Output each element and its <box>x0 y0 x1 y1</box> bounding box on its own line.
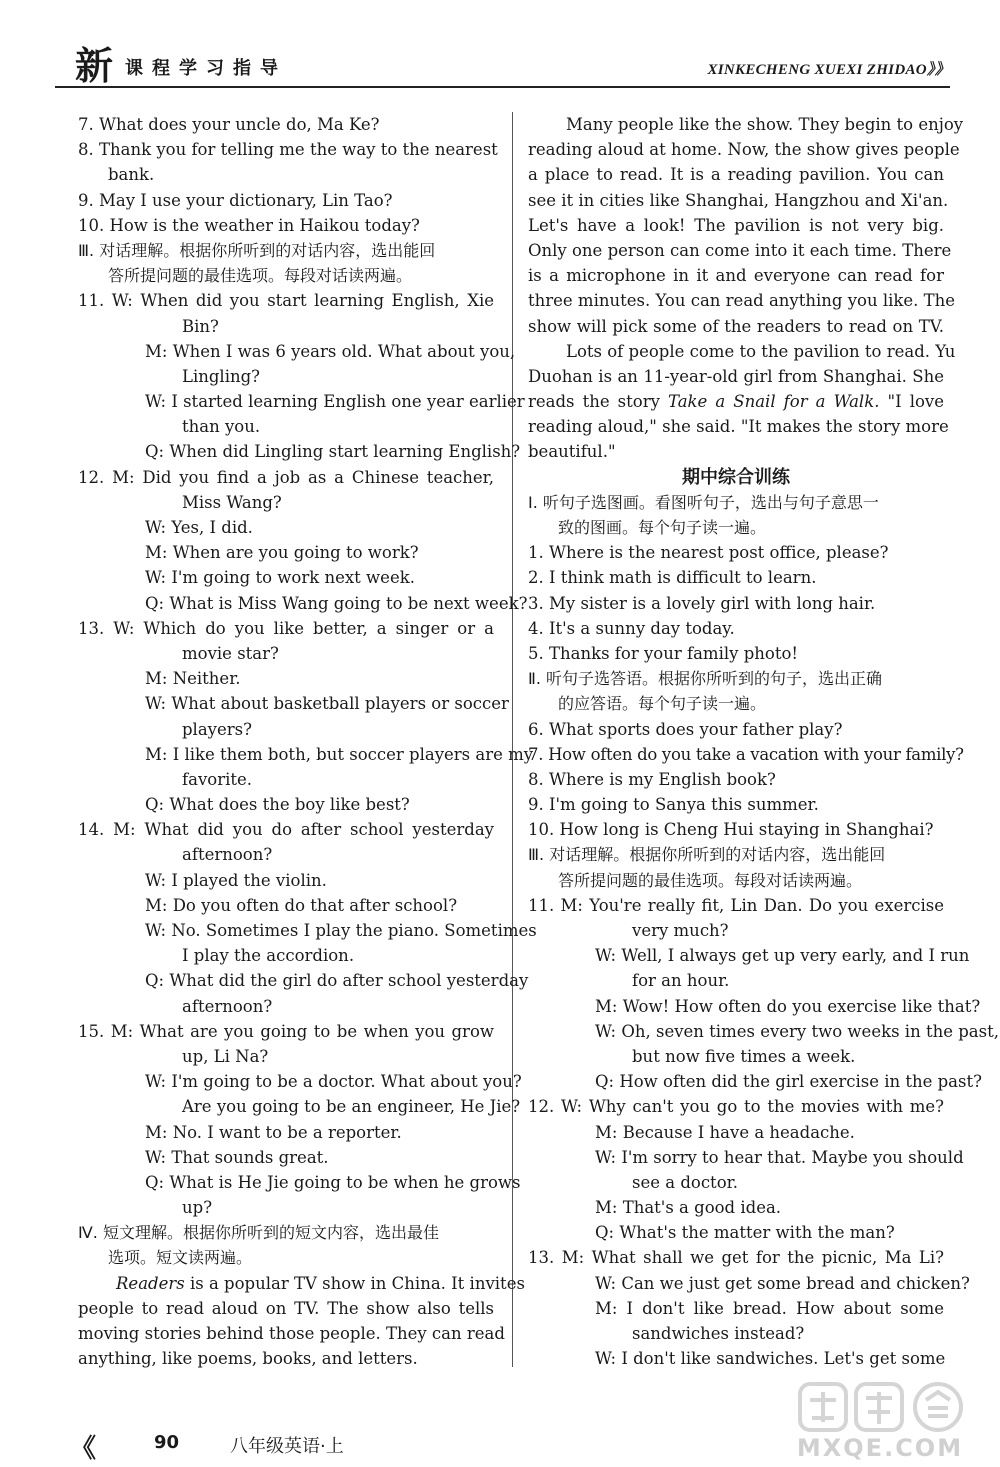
dialogue-line: afternoon? <box>182 996 273 1016</box>
dialogue-line: W: Can we just get some bread and chicken? <box>595 1273 970 1293</box>
dialogue-line: W: I'm going to be a doctor. What about you? <box>145 1072 522 1092</box>
dialogue-line: 11. M: You're really fit, Lin Dan. Do you exercise <box>528 895 944 915</box>
header-pinyin: XINKECHENG XUEXI ZHIDAO》》 <box>707 62 950 78</box>
dialogue-line: M: Wow! How often do you exercise like that? <box>595 996 981 1016</box>
dialogue-line: W: I played the violin. <box>145 870 327 890</box>
passage-line: see it in cities like Shanghai, Hangzhou and Xi'an. <box>528 190 949 210</box>
story-title: Take a Snail for a Walk. <box>668 392 880 412</box>
dialogue-line: W: Well, I always get up very early, and I run <box>595 946 970 966</box>
text-line: bank. <box>108 165 155 185</box>
section-title: 期中综合训练 <box>682 466 790 488</box>
dialogue-line: Are you going to be an engineer, He Jie? <box>182 1097 521 1117</box>
dialogue-line: Q: How often did the girl exercise in the past? <box>595 1072 982 1092</box>
watermark-logo-icon <box>780 1378 980 1438</box>
double-chevron-left-icon: 《 <box>70 1434 97 1464</box>
section-heading: 答所提问题的最佳选项。每段对话读两遍。 <box>558 870 863 890</box>
passage-line: Many people like the show. They begin to enjoy <box>566 115 964 134</box>
section-heading: Ⅲ. 对话理解。根据你所听到的对话内容，选出能回 <box>78 240 436 260</box>
passage-line: anything, like poems, books, and letters. <box>78 1349 418 1369</box>
dialogue-line: afternoon? <box>182 845 273 865</box>
text-line: 6. What sports does your father play? <box>528 719 843 739</box>
header-rule <box>55 86 950 88</box>
dialogue-line: but now five times a week. <box>632 1046 856 1066</box>
passage-line: reading aloud at home. Now, the show gives people <box>528 140 960 160</box>
text-line: 10. How is the weather in Haikou today? <box>78 215 420 235</box>
watermark-text: MXQE.COM <box>796 1434 964 1462</box>
dialogue-line: M: Do you often do that after school? <box>145 895 458 915</box>
text-line: 8. Where is my English book? <box>528 769 776 789</box>
page-number: 90 <box>154 1432 180 1453</box>
book-title: 八年级英语·上 <box>230 1436 344 1457</box>
passage-line: three minutes. You can read anything you like. The <box>528 291 956 311</box>
passage-line: moving stories behind those people. They can read <box>78 1324 505 1343</box>
dialogue-line: Miss Wang? <box>182 492 282 512</box>
dialogue-line: M: That's a good idea. <box>595 1198 782 1218</box>
passage-line: Duohan is an 11-year-old girl from Shanghai. She <box>528 366 944 386</box>
dialogue-line: up, Li Na? <box>182 1046 269 1066</box>
dialogue-line: Lingling? <box>182 366 261 386</box>
dialogue-line: 15. M: What are you going to be when you grow <box>78 1021 494 1041</box>
dialogue-line: M: I don't like bread. How about some <box>595 1298 944 1318</box>
page-header <box>55 46 950 86</box>
dialogue-line: W: No. Sometimes I play the piano. Sometimes <box>145 921 537 940</box>
text-line: 7. How often do you take a vacation with your family? <box>528 744 964 764</box>
dialogue-line: Q: What did the girl do after school yesterday <box>145 971 529 991</box>
dialogue-line: M: When are you going to work? <box>145 543 419 563</box>
passage-line: Readers is a popular TV show in China. It invites <box>116 1273 525 1293</box>
text-line: 9. I'm going to Sanya this summer. <box>528 795 819 815</box>
passage-line: people to read aloud on TV. The show also tells <box>78 1298 494 1318</box>
text-line: 2. I think math is difficult to learn. <box>528 568 817 588</box>
section-heading: Ⅱ. 听句子选答语。根据你所听到的句子，选出正确 <box>528 669 883 689</box>
dialogue-line: W: I don't like sandwiches. Let's get some <box>595 1349 946 1369</box>
dialogue-line: W: What about basketball players or soccer <box>145 694 509 714</box>
section-heading: Ⅰ. 听句子选图画。看图听句子，选出与句子意思一 <box>528 492 879 512</box>
dialogue-line: W: That sounds great. <box>145 1147 329 1167</box>
text-line: 8. Thank you for telling me the way to the nearest <box>78 140 498 160</box>
dialogue-line: M: Because I have a headache. <box>595 1122 855 1142</box>
dialogue-line: players? <box>182 719 252 739</box>
dialogue-line: favorite. <box>182 769 253 789</box>
section-heading: 答所提问题的最佳选项。每段对话读两遍。 <box>108 266 413 286</box>
dialogue-line: Q: What is Miss Wang going to be next week? <box>145 593 528 613</box>
dialogue-line: 12. W: Why can't you go to the movies with me? <box>528 1097 944 1117</box>
dialogue-line: I play the accordion. <box>182 946 355 966</box>
section-heading: 选项。短文读两遍。 <box>108 1248 253 1268</box>
left-column <box>78 112 537 1371</box>
dialogue-line: than you. <box>182 417 261 437</box>
passage-line: Only one person can come into it each time. There <box>528 240 952 260</box>
right-column <box>528 112 999 1371</box>
dialogue-line: 13. M: What shall we get for the picnic, Ma Li? <box>528 1248 944 1268</box>
watermark <box>780 1378 980 1460</box>
dialogue-line: 11. W: When did you start learning English, Xie <box>78 291 494 311</box>
dialogue-line: M: When I was 6 years old. What about you, <box>145 341 516 361</box>
dialogue-line: M: No. I want to be a reporter. <box>145 1122 402 1142</box>
text-line: 4. It's a sunny day today. <box>528 618 735 638</box>
section-heading: Ⅲ. 对话理解。根据你所听到的对话内容，选出能回 <box>528 845 886 865</box>
dialogue-line: W: I'm going to work next week. <box>145 568 415 588</box>
passage-line: a place to read. It is a reading pavilion. You can <box>528 165 944 185</box>
dialogue-line: Q: What is He Jie going to be when he grows <box>145 1172 521 1192</box>
dialogue-line: W: I started learning English one year earlier <box>145 392 525 412</box>
passage-line: beautiful." <box>528 442 616 462</box>
dialogue-line: very much? <box>632 921 729 940</box>
passage-line: Lots of people come to the pavilion to read. Yu <box>566 341 956 361</box>
dialogue-line: W: Oh, seven times every two weeks in the past, <box>595 1021 999 1041</box>
section-heading: 致的图画。每个句子读一遍。 <box>558 518 767 537</box>
text-line: 10. How long is Cheng Hui staying in Shanghai? <box>528 820 934 840</box>
arrows-icon: 》》 <box>926 62 950 78</box>
show-title: Readers <box>116 1273 185 1293</box>
dialogue-line: 13. W: Which do you like better, a singer or a <box>78 618 494 638</box>
text-line: 1. Where is the nearest post office, please? <box>528 543 889 563</box>
dialogue-line: Q: What's the matter with the man? <box>595 1223 895 1243</box>
dialogue-line: see a doctor. <box>632 1172 738 1192</box>
dialogue-line: Bin? <box>182 316 219 336</box>
dialogue-line: up? <box>182 1198 213 1218</box>
header-title: 课程学习指导 <box>125 58 287 79</box>
passage-line: is a microphone in it and everyone can read for <box>528 266 944 286</box>
dialogue-line: for an hour. <box>632 971 730 991</box>
passage-line: show will pick some of the readers to read on TV. <box>528 316 944 336</box>
section-heading: Ⅳ. 短文理解。根据你所听到的短文内容，选出最佳 <box>78 1223 439 1243</box>
passage-line: Let's have a look! The pavilion is not very big. <box>528 215 944 235</box>
text-line: 7. What does your uncle do, Ma Ke? <box>78 115 380 134</box>
dialogue-line: M: Neither. <box>145 669 241 689</box>
header-logo: 新 <box>75 44 114 88</box>
dialogue-line: Q: What does the boy like best? <box>145 795 410 815</box>
dialogue-line: Q: When did Lingling start learning English? <box>145 442 521 462</box>
dialogue-line: 14. M: What did you do after school yesterday <box>78 820 494 840</box>
text-line: 9. May I use your dictionary, Lin Tao? <box>78 190 393 210</box>
dialogue-line: 12. M: Did you find a job as a Chinese teacher, <box>78 467 494 487</box>
dialogue-line: M: I like them both, but soccer players are my <box>145 744 534 764</box>
dialogue-line: movie star? <box>182 643 279 663</box>
passage-line: reading aloud," she said. "It makes the story more <box>528 417 949 437</box>
dialogue-line: W: I'm sorry to hear that. Maybe you should <box>595 1147 964 1167</box>
dialogue-line: sandwiches instead? <box>632 1324 805 1343</box>
text-line: 3. My sister is a lovely girl with long hair. <box>528 593 876 613</box>
text-line: 5. Thanks for your family photo! <box>528 643 799 663</box>
dialogue-line: W: Yes, I did. <box>145 518 253 537</box>
passage-line: reads the story Take a Snail for a Walk. "I love <box>528 392 945 412</box>
section-heading: 的应答语。每个句子读一遍。 <box>558 694 767 714</box>
